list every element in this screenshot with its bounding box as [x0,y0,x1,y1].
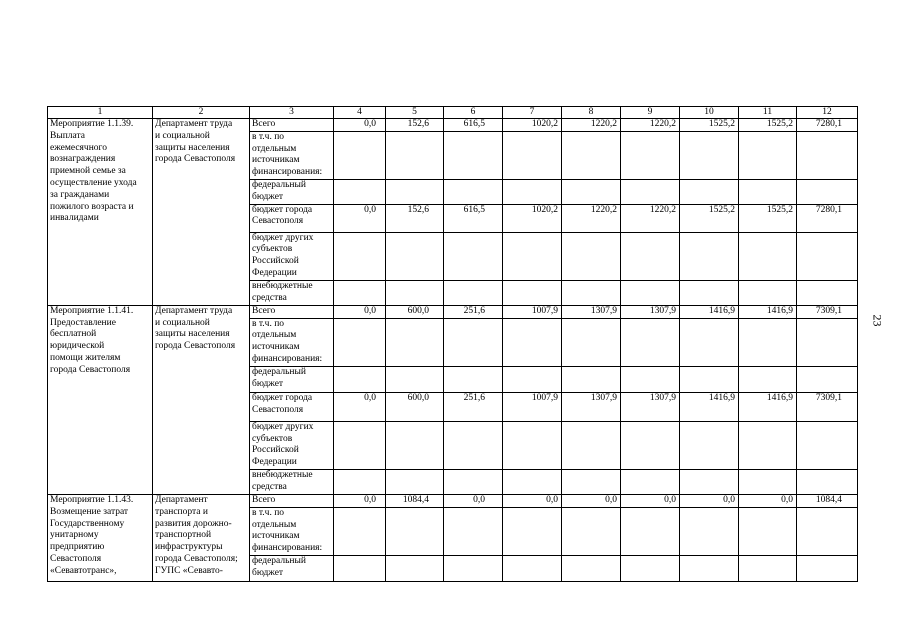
measure-name: Мероприятие 1.1.39. Выплата ежемесячного вознаграждения приемной семье за осуществление ухода за гражданами пожилого возраста и инвалидами [48,119,153,306]
column-number: 12 [797,107,858,119]
page-number: 23 [870,314,885,327]
column-number: 5 [386,107,444,119]
column-number: 10 [680,107,739,119]
row-label-other-subjects: бюджет других субъектов Российской Федерации [250,232,334,280]
row-label-extra: внебюджетные средства [250,469,334,494]
row-label-incl: в т.ч. по отдельным источникам финансирования: [250,131,334,179]
value-cell: 0,0 [621,494,680,507]
row-label-incl: в т.ч. по отдельным источникам финансирования: [250,507,334,555]
column-number-row [48,107,858,119]
table-row [48,119,858,132]
measure-name: Мероприятие 1.1.43. Возмещение затрат Государственному унитарному предприятию Севастополя «Севавтотранс», [48,494,153,581]
value-cell: 7309,1 [797,392,858,421]
value-cell: 0,0 [334,119,386,132]
value-cell: 1416,9 [739,305,797,318]
value-cell: 1020,2 [503,119,562,132]
value-cell: 0,0 [444,494,503,507]
value-cell: 1525,2 [739,204,797,232]
column-number: 2 [153,107,250,119]
value-cell: 1416,9 [680,305,739,318]
row-label-city: бюджет города Севастополя [250,392,334,421]
value-cell: 7280,1 [797,119,858,132]
value-cell: 1007,9 [503,305,562,318]
row-label-total: Всего [250,119,334,132]
value-cell: 1416,9 [739,392,797,421]
value-cell: 1307,9 [562,392,621,421]
value-cell: 1220,2 [562,119,621,132]
value-cell: 616,5 [444,119,503,132]
value-cell: 7280,1 [797,204,858,232]
measure-executor: Департамент транспорта и развития дорожно- транспортной инфраструктуры города Севастополя; ГУПС «Севавто- [153,494,250,581]
value-cell: 0,0 [334,204,386,232]
column-number: 8 [562,107,621,119]
row-label-federal: федеральный бюджет [250,366,334,392]
row-label-incl: в т.ч. по отдельным источникам финансирования: [250,318,334,366]
value-cell: 1220,2 [621,204,680,232]
value-cell: 1525,2 [739,119,797,132]
value-cell: 1084,4 [386,494,444,507]
value-cell: 600,0 [386,305,444,318]
column-number: 4 [334,107,386,119]
value-cell: 0,0 [680,494,739,507]
value-cell: 1220,2 [562,204,621,232]
row-label-federal: федеральный бюджет [250,555,334,581]
value-cell: 1525,2 [680,119,739,132]
table-row [48,494,858,507]
value-cell: 0,0 [562,494,621,507]
value-cell: 0,0 [334,305,386,318]
value-cell: 0,0 [739,494,797,507]
value-cell: 152,6 [386,119,444,132]
value-cell: 1307,9 [621,392,680,421]
row-label-extra: внебюджетные средства [250,280,334,305]
value-cell: 0,0 [503,494,562,507]
measure-executor: Департамент труда и социальной защиты населения города Севастополя [153,119,250,306]
row-label-total: Всего [250,305,334,318]
value-cell: 0,0 [334,392,386,421]
column-number: 3 [250,107,334,119]
table-row [48,305,858,318]
value-cell: 251,6 [444,392,503,421]
row-label-federal: федеральный бюджет [250,179,334,204]
value-cell: 1525,2 [680,204,739,232]
row-label-other-subjects: бюджет других субъектов Российской Федерации [250,421,334,469]
value-cell: 616,5 [444,204,503,232]
value-cell: 1307,9 [562,305,621,318]
value-cell: 1020,2 [503,204,562,232]
column-number: 7 [503,107,562,119]
value-cell: 1220,2 [621,119,680,132]
value-cell: 1084,4 [797,494,858,507]
measure-name: Мероприятие 1.1.41. Предоставление бесплатной юридической помощи жителям города Севастополя [48,305,153,494]
column-number: 6 [444,107,503,119]
value-cell: 1307,9 [621,305,680,318]
column-number: 9 [621,107,680,119]
value-cell: 1007,9 [503,392,562,421]
row-label-city: бюджет города Севастополя [250,204,334,232]
value-cell: 0,0 [334,494,386,507]
value-cell: 600,0 [386,392,444,421]
row-label-total: Всего [250,494,334,507]
column-number: 1 [48,107,153,119]
value-cell: 7309,1 [797,305,858,318]
budget-table [47,106,858,582]
value-cell: 1416,9 [680,392,739,421]
measure-executor: Департамент труда и социальной защиты населения города Севастополя [153,305,250,494]
value-cell: 251,6 [444,305,503,318]
column-number: 11 [739,107,797,119]
value-cell: 152,6 [386,204,444,232]
